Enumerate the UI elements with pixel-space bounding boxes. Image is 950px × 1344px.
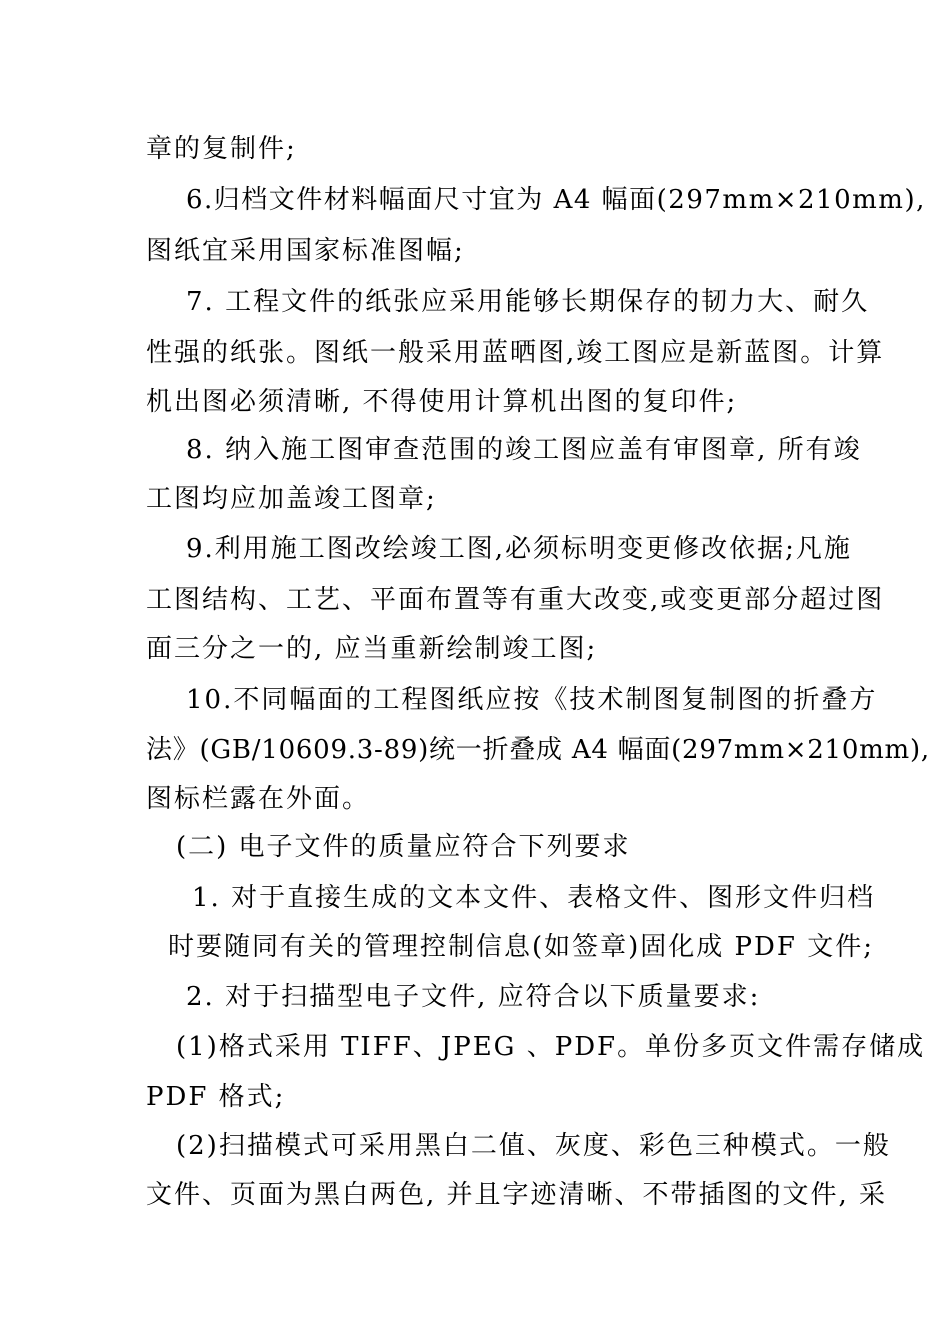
text-line: 2. 对于扫描型电子文件, 应符合以下质量要求: — [186, 982, 761, 1012]
text-line: 6.归档文件材料幅面尺寸宜为 A4 幅面(297mm×210mm), — [186, 185, 926, 215]
section-heading: (二) 电子文件的质量应符合下列要求 — [176, 832, 631, 862]
text-line: 性强的纸张。图纸一般采用蓝晒图,竣工图应是新蓝图。计算 — [146, 338, 885, 368]
text-line: 时要随同有关的管理控制信息(如签章)固化成 PDF 文件; — [168, 932, 874, 962]
text-line: 文件、页面为黑白两色, 并且字迹清晰、不带插图的文件, 采 — [146, 1180, 888, 1210]
text-line: 图标栏露在外面。 — [146, 784, 371, 814]
text-line: 10.不同幅面的工程图纸应按《技术制图复制图的折叠方 — [186, 685, 878, 715]
text-line: 9.利用施工图改绘竣工图,必须标明变更修改依据;凡施 — [186, 534, 852, 564]
text-line: 工图均应加盖竣工图章; — [146, 484, 437, 514]
text-line: 工图结构、工艺、平面布置等有重大改变,或变更部分超过图 — [146, 585, 885, 615]
text-line: 1. 对于直接生成的文本文件、表格文件、图形文件归档 — [192, 883, 876, 913]
text-line: PDF 格式; — [146, 1082, 286, 1112]
text-line: 法》(GB/10609.3-89)统一折叠成 A4 幅面(297mm×210mm), — [146, 735, 930, 765]
text-line: (2)扫描模式可采用黑白二值、灰度、彩色三种模式。一般 — [176, 1131, 891, 1161]
text-line: 机出图必须清晰, 不得使用计算机出图的复印件; — [146, 387, 738, 417]
text-line: 章的复制件; — [146, 134, 297, 164]
text-line: 图纸宜采用国家标准图幅; — [146, 236, 465, 266]
text-line: 8. 纳入施工图审查范围的竣工图应盖有审图章, 所有竣 — [186, 435, 862, 465]
text-line: (1)格式采用 TIFF、JPEG 、PDF。单份多页文件需存储成 — [176, 1032, 926, 1062]
text-line: 7. 工程文件的纸张应采用能够长期保存的韧力大、耐久 — [186, 287, 870, 317]
text-line: 面三分之一的, 应当重新绘制竣工图; — [146, 634, 598, 664]
